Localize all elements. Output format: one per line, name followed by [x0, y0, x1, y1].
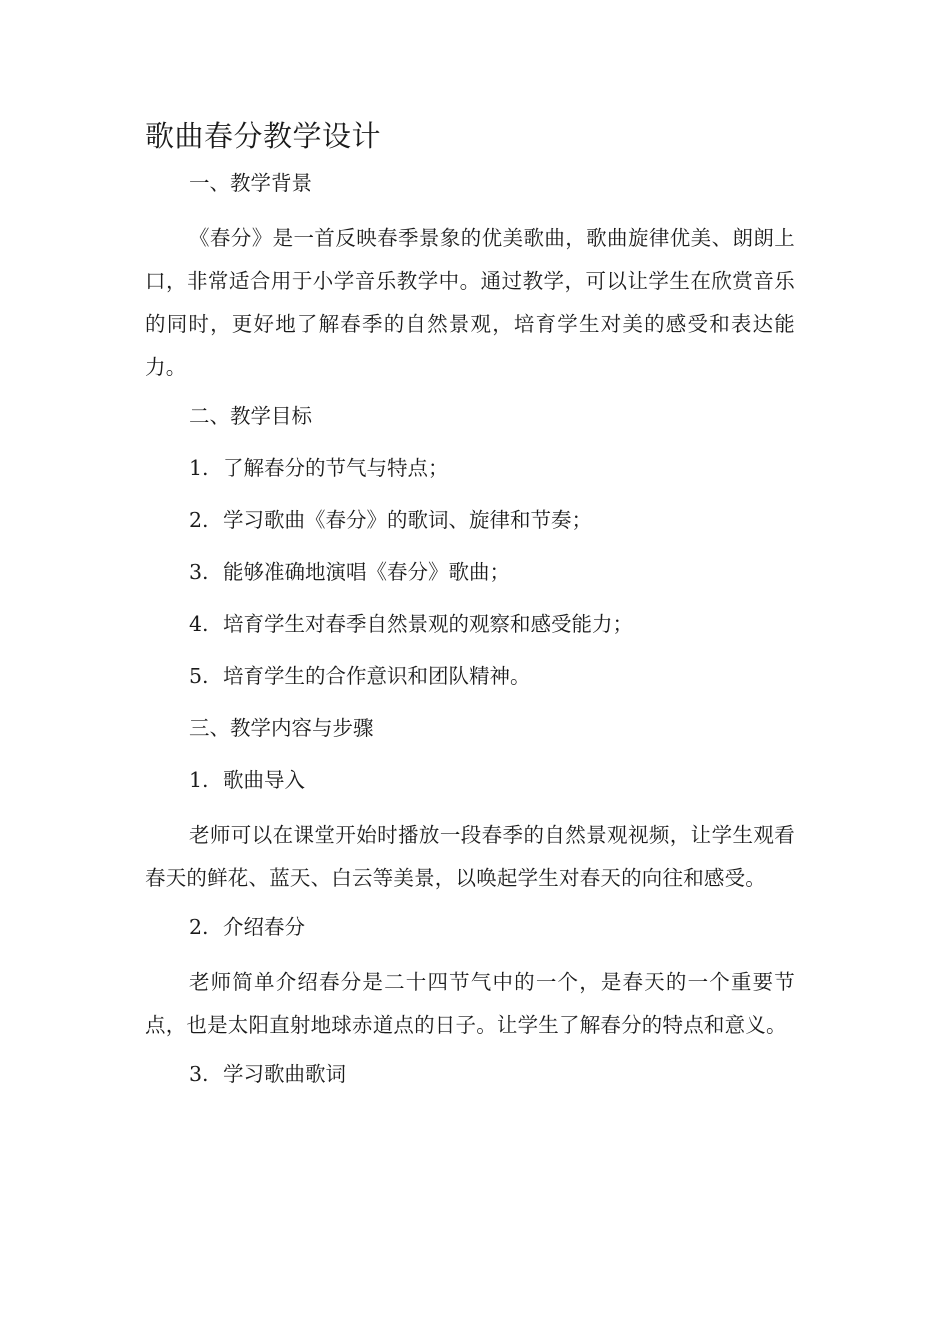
section-heading-goals: 二、教学目标	[189, 404, 312, 428]
step-title	[145, 1056, 795, 1092]
step-title	[145, 762, 795, 798]
goal-text: 培育学生的合作意识和团队精神。	[223, 664, 531, 688]
step-title-text: 歌曲导入	[223, 768, 305, 792]
goal-item	[145, 606, 795, 642]
goal-number: 3.	[189, 560, 209, 584]
background-paragraph: 《春分》是一首反映春季景象的优美歌曲，歌曲旋律优美、朗朗上口，非常适合用于小学音乐教学中。通过教学，可以让学生在欣赏音乐的同时，更好地了解春季的自然景观，培育学生对美的感受和表达能力。	[145, 226, 795, 379]
step-title	[145, 909, 795, 945]
section-heading-content-steps: 三、教学内容与步骤	[189, 716, 374, 740]
step-title-text: 学习歌曲歌词	[223, 1062, 346, 1086]
step-number: 2.	[189, 915, 209, 939]
goal-item	[145, 502, 795, 538]
goal-number: 4.	[189, 612, 209, 636]
goal-text: 能够准确地演唱《春分》歌曲；	[223, 560, 510, 584]
step-number: 1.	[189, 768, 209, 792]
step-paragraph: 老师简单介绍春分是二十四节气中的一个，是春天的一个重要节点，也是太阳直射地球赤道点的日子。让学生了解春分的特点和意义。	[145, 970, 795, 1037]
goal-text: 了解春分的节气与特点；	[223, 456, 449, 480]
step-paragraph: 老师可以在课堂开始时播放一段春季的自然景观视频，让学生观看春天的鲜花、蓝天、白云等美景，以唤起学生对春天的向往和感受。	[145, 823, 795, 890]
document-page	[145, 110, 795, 1108]
section-heading-background: 一、教学背景	[189, 171, 312, 195]
step-title-text: 介绍春分	[223, 915, 305, 939]
goal-item	[145, 658, 795, 694]
goal-item	[145, 554, 795, 590]
step-number: 3.	[189, 1062, 209, 1086]
goal-number: 1.	[189, 456, 209, 480]
goal-number: 5.	[189, 664, 209, 688]
goal-item	[145, 450, 795, 486]
goal-text: 培育学生对春季自然景观的观察和感受能力；	[223, 612, 633, 636]
goal-number: 2.	[189, 508, 209, 532]
document-title: 歌曲春分教学设计	[145, 119, 382, 153]
goal-text: 学习歌曲《春分》的歌词、旋律和节奏；	[223, 508, 592, 532]
